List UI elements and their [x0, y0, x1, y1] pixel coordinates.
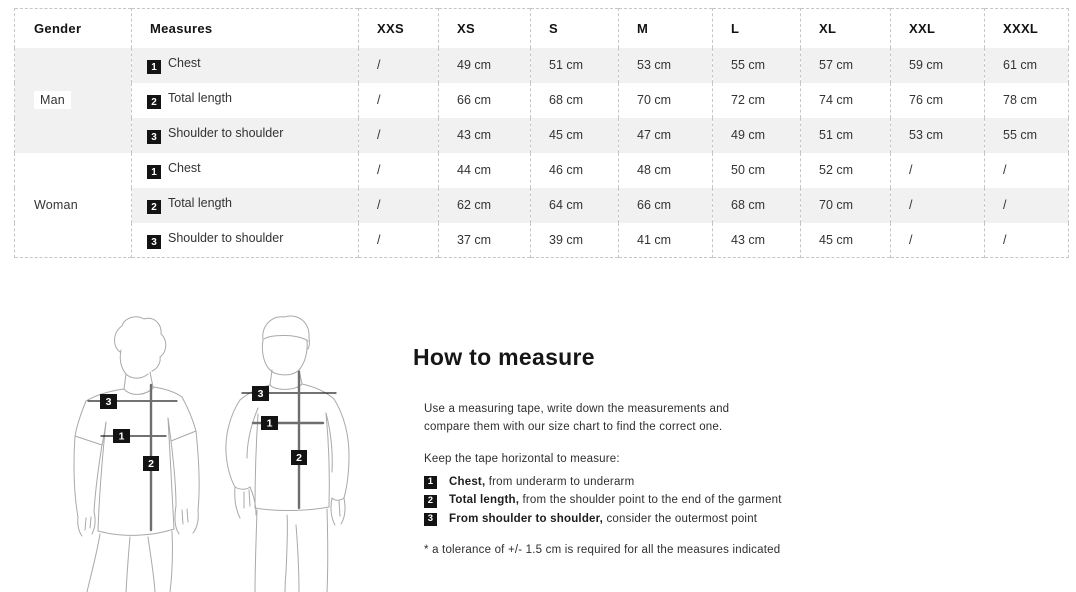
measure-label: Total length: [168, 90, 232, 105]
size-value-cell: 48 cm: [619, 153, 713, 188]
size-value-cell: 44 cm: [439, 153, 531, 188]
size-value-cell: 49 cm: [439, 48, 531, 83]
badge-2: 2: [148, 458, 154, 470]
step-3-text: [449, 511, 757, 529]
gender-label: Man: [34, 91, 71, 109]
intro-text: Use a measuring tape, write down the measurements and compare them with our size chart to find the correct one.: [424, 403, 730, 433]
size-value-cell: 59 cm: [891, 48, 985, 83]
size-value-cell: /: [359, 118, 439, 153]
measure-step-total-length: [424, 492, 843, 511]
size-value-cell: 61 cm: [985, 48, 1069, 83]
badge-1: 1: [266, 417, 273, 430]
measure-number-badge: 1: [147, 165, 161, 179]
table-row: [15, 48, 1069, 83]
size-value-cell: 51 cm: [801, 118, 891, 153]
column-header-gender: Gender: [15, 9, 132, 48]
size-value-cell: 57 cm: [801, 48, 891, 83]
size-value-cell: 53 cm: [891, 118, 985, 153]
size-value-cell: 68 cm: [531, 83, 619, 118]
size-value-cell: 52 cm: [801, 153, 891, 188]
measure-label: Shoulder to shoulder: [168, 230, 284, 245]
measure-number-badge: 3: [147, 235, 161, 249]
step-3-description: consider the outermost point: [603, 512, 758, 525]
size-value-cell: /: [985, 223, 1069, 258]
measure-number-badge: 2: [147, 95, 161, 109]
size-value-cell: 78 cm: [985, 83, 1069, 118]
column-header-xl: XL: [801, 9, 891, 48]
size-value-cell: 64 cm: [531, 188, 619, 223]
table-row: [15, 83, 1069, 118]
column-header-l: L: [713, 9, 801, 48]
size-value-cell: /: [985, 188, 1069, 223]
step-1-text: [449, 474, 634, 492]
size-value-cell: 43 cm: [439, 118, 531, 153]
step-1-label: Chest,: [449, 475, 486, 488]
measure-label: Chest: [168, 160, 201, 175]
size-value-cell: 62 cm: [439, 188, 531, 223]
size-value-cell: 76 cm: [891, 83, 985, 118]
column-header-s: S: [531, 9, 619, 48]
badge-2: 2: [296, 452, 302, 464]
sweatshirt-figure-illustration: [218, 310, 368, 592]
step-2-text: [449, 492, 782, 510]
measure-cell: [132, 48, 359, 83]
size-chart-table: [14, 8, 1069, 258]
tolerance-note: * a tolerance of +/- 1.5 cm is required for all the measures indicated: [424, 543, 781, 556]
size-value-cell: 46 cm: [531, 153, 619, 188]
table-row: [15, 153, 1069, 188]
how-to-measure-section: [413, 344, 843, 560]
size-value-cell: /: [359, 223, 439, 258]
measure-cell: [132, 223, 359, 258]
size-value-cell: /: [891, 223, 985, 258]
step-2-label: Total length,: [449, 494, 520, 507]
size-value-cell: /: [359, 188, 439, 223]
figure-outline: [226, 316, 349, 592]
column-header-measures: Measures: [132, 9, 359, 48]
size-value-cell: 50 cm: [713, 153, 801, 188]
measure-cell: [132, 118, 359, 153]
how-to-measure-title: How to measure: [413, 344, 595, 370]
size-value-cell: 66 cm: [439, 83, 531, 118]
gender-label: Woman: [34, 197, 78, 212]
measure-cell: [132, 83, 359, 118]
measure-cell: [132, 153, 359, 188]
figure-outline: [74, 317, 199, 592]
step-1-description: from underarm to underarm: [485, 475, 635, 488]
table-row: [15, 118, 1069, 153]
badge-3: 3: [105, 396, 112, 408]
badge-1: 1: [118, 430, 125, 443]
tshirt-figure-illustration: [58, 310, 218, 592]
size-value-cell: 39 cm: [531, 223, 619, 258]
size-value-cell: 45 cm: [531, 118, 619, 153]
measure-label: Total length: [168, 195, 232, 210]
size-value-cell: /: [359, 83, 439, 118]
step-2-description: from the shoulder point to the end of the garment: [519, 494, 782, 507]
measure-label: Shoulder to shoulder: [168, 125, 284, 140]
table-row: [15, 223, 1069, 258]
measure-number-badge: 2: [147, 200, 161, 214]
size-value-cell: 53 cm: [619, 48, 713, 83]
size-value-cell: 70 cm: [619, 83, 713, 118]
size-value-cell: /: [891, 153, 985, 188]
step-3-badge: 3: [424, 513, 437, 526]
badge-3: 3: [257, 388, 264, 400]
table-body: [15, 48, 1069, 258]
table-header-row: [15, 9, 1069, 48]
size-value-cell: 41 cm: [619, 223, 713, 258]
measure-step-chest: [424, 473, 843, 492]
size-value-cell: 74 cm: [801, 83, 891, 118]
size-value-cell: 70 cm: [801, 188, 891, 223]
measure-label: Chest: [168, 55, 201, 70]
size-value-cell: /: [891, 188, 985, 223]
column-header-xs: XS: [439, 9, 531, 48]
table-row: [15, 188, 1069, 223]
size-value-cell: 51 cm: [531, 48, 619, 83]
size-value-cell: 55 cm: [713, 48, 801, 83]
size-value-cell: /: [359, 153, 439, 188]
step-1-badge: 1: [424, 476, 437, 489]
keep-tape-text: Keep the tape horizontal to measure:: [424, 452, 620, 465]
column-header-xxl: XXL: [891, 9, 985, 48]
size-value-cell: /: [359, 48, 439, 83]
measure-steps: [424, 473, 843, 529]
size-value-cell: /: [985, 153, 1069, 188]
measure-cell: [132, 188, 359, 223]
column-header-m: M: [619, 9, 713, 48]
gender-cell-man: [15, 48, 132, 153]
size-value-cell: 55 cm: [985, 118, 1069, 153]
step-2-badge: 2: [424, 495, 437, 508]
size-value-cell: 49 cm: [713, 118, 801, 153]
size-value-cell: 66 cm: [619, 188, 713, 223]
size-value-cell: 47 cm: [619, 118, 713, 153]
size-value-cell: 43 cm: [713, 223, 801, 258]
column-header-xxxl: XXXL: [985, 9, 1069, 48]
step-3-label: From shoulder to shoulder,: [449, 512, 604, 525]
measure-number-badge: 1: [147, 60, 161, 74]
measure-step-shoulder: [424, 510, 843, 529]
measure-number-badge: 3: [147, 130, 161, 144]
column-header-xxs: XXS: [359, 9, 439, 48]
size-value-cell: 72 cm: [713, 83, 801, 118]
size-value-cell: 37 cm: [439, 223, 531, 258]
size-value-cell: 45 cm: [801, 223, 891, 258]
gender-cell-woman: [15, 153, 132, 258]
size-value-cell: 68 cm: [713, 188, 801, 223]
